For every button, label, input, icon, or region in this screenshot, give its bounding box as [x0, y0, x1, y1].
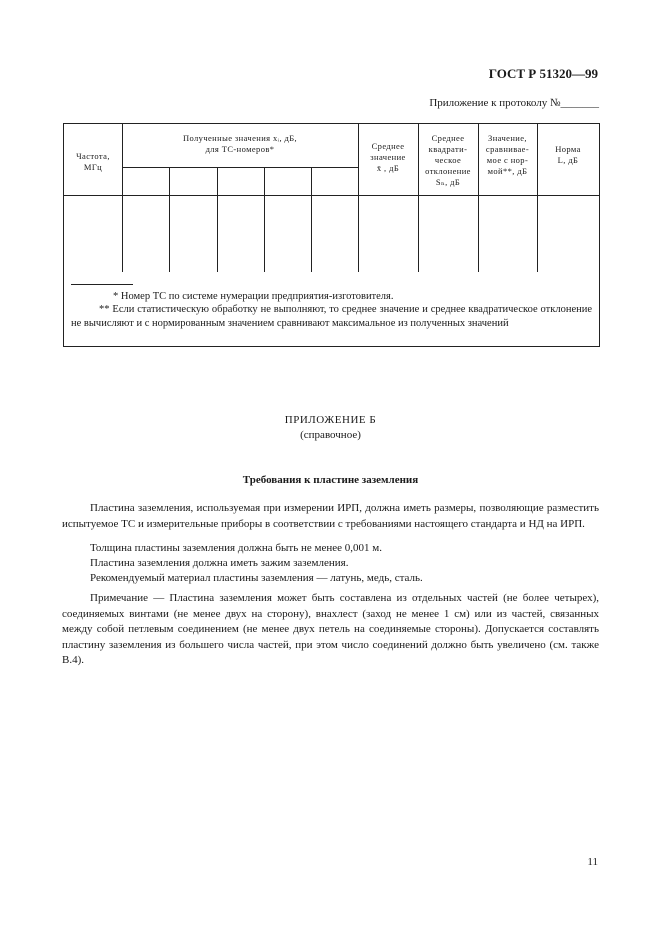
- header-mean: Среднее значение x̄ , дБ: [370, 141, 406, 173]
- paragraph-2: Толщина пластины заземления должна быть не менее 0,001 м.: [90, 542, 382, 554]
- table-line: [217, 167, 218, 272]
- header-frequency: Частота, МГц: [76, 151, 110, 172]
- table-line: [169, 167, 170, 272]
- header-norm: Норма L, дБ: [555, 144, 581, 165]
- header-obtained-values: Полученные значения xᵢ, дБ, для ТС-номеров*: [182, 133, 298, 154]
- document-code: ГОСТ Р 51320—99: [488, 66, 598, 81]
- page-number: 11: [587, 856, 598, 868]
- protocol-table: [63, 123, 600, 347]
- table-line: [264, 167, 265, 272]
- appendix-subtitle: (справочное): [300, 429, 361, 441]
- footnote-2: ** Если статистическую обработку не выполняют, то среднее значение и среднее квадратическое отклонение не вычисляют и с нормированным значением сравнивают максимальное из полученных значений: [71, 304, 592, 329]
- paragraph-4: Рекомендуемый материал пластины заземления — латунь, медь, сталь.: [90, 572, 423, 584]
- table-line: [122, 167, 358, 168]
- paragraph-1: Пластина заземления, используемая при измерении ИРП, должна иметь размеры, позволяющие разместить испытуемое ТС и измерительные приборы в соответствии с требованиями настоящего стандарта и НД на ИРП.: [62, 502, 599, 530]
- note-paragraph: Примечание — Пластина заземления может быть составлена из отдельных частей (не более четырех), соединяемых винтами (не менее двух на сторону), внахлест (заход не менее 1 см) или из частей, связанных между собой петлевым соединением (не менее двух петель на соединяемые стороны). Допускается составлять пластину заземления из большего числа частей, при этом число соединений должно быть увеличено (см. также В.4).: [62, 592, 599, 666]
- header-std-deviation: Среднее квадрати- ческое отклонение Sₙ, дБ: [425, 133, 471, 187]
- footnote-separator: [71, 284, 133, 285]
- header-compared-value: Значение, сравнивае- мое с нор- мой**, дБ: [485, 133, 530, 176]
- protocol-label: Приложение к протоколу №_______: [429, 97, 599, 109]
- appendix-heading: Требования к пластине заземления: [242, 474, 419, 486]
- appendix-title: ПРИЛОЖЕНИЕ Б: [284, 414, 377, 426]
- paragraph-3: Пластина заземления должна иметь зажим заземления.: [90, 557, 349, 569]
- table-line: [64, 195, 599, 196]
- footnote-1: * Номер ТС по системе нумерации предприятия-изготовителя.: [113, 291, 394, 302]
- table-line: [311, 167, 312, 272]
